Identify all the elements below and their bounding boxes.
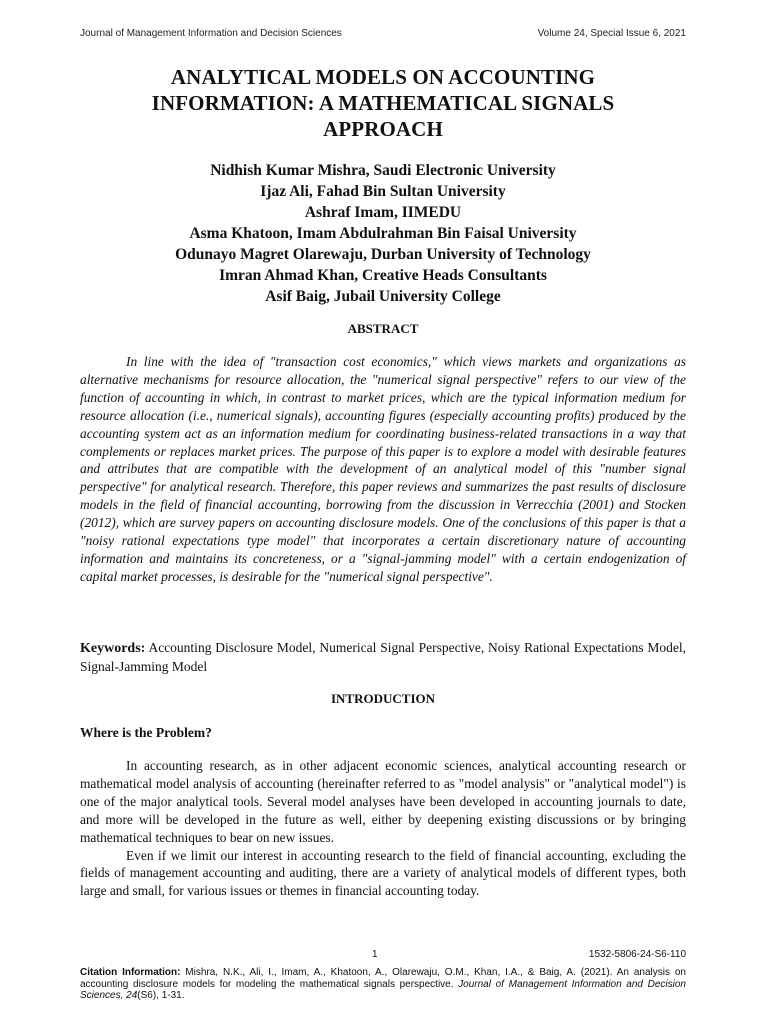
- abstract-text: In line with the idea of "transaction cost economics," which views markets and organizations as alternative mechanisms for resource allocation, the "numerical signal perspective" refers to our view of the function of accounting in which, in contrast to market prices, which are the typical information medium for resource allocation (i.e., numerical signals), accounting figures (especially accounting profits) produced by the accounting system act as an information medium for coordinating business-related transactions in a way that complements or replaces market prices. The purpose of this paper is to explore a model with desirable features and attributes that are compatible with the development of an analytical model of this "number signal perspective" for analytical research. Therefore, this paper reviews and summarizes the past results of disclosure models in the field of financial accounting, borrowing from the discussion in Verrecchia (2001) and Stocken (2012), which are survey papers on accounting disclosure models. One of the conclusions of this paper is that a "noisy rational expectations type model" that incorporates a certain discretionary nature of accounting information and maintains its concreteness, or a "signal-jamming model" with a certain endogenization of capital market processes, is desirable for the "numerical signal perspective".: [80, 354, 686, 584]
- title-line: ANALYTICAL MODELS ON ACCOUNTING: [170, 65, 596, 89]
- introduction-body: [80, 757, 686, 900]
- paragraph: In accounting research, as in other adjacent economic sciences, analytical accounting research or mathematical model analysis of accounting (hereinafter referred to as "model analysis" or "analytical model") is one of the major analytical tools. Several model analyses have been developed in accounting journals to date, and more will be developed in the future as well, either by deepening existing discussions or by bringing mathematical techniques to bear on new issues.: [80, 758, 686, 845]
- keywords-text: Accounting Disclosure Model, Numerical Signal Perspective, Noisy Rational Expectations Model, Signal-Jamming Model: [80, 640, 686, 674]
- citation-text: Mishra, N.K., Ali, I., Imam, A., Khatoon, A., Olarewaju, O.M., Khan, I.A., & Baig, A. (2021). An analysis on accounting disclosure models for modeling the mathematical signals perspective.: [80, 967, 686, 990]
- abstract-heading: ABSTRACT: [347, 321, 419, 336]
- introduction-heading: INTRODUCTION: [330, 691, 435, 706]
- citation-journal: Journal of Management Information and Decision Sciences, 24: [80, 978, 686, 1001]
- author: Asma Khatoon, Imam Abdulrahman Bin Faisal University: [189, 225, 577, 242]
- volume-info: Volume 24, Special Issue 6, 2021: [537, 28, 686, 39]
- section-subheading: Where is the Problem?: [80, 725, 212, 740]
- keywords-label: Keywords:: [80, 641, 146, 656]
- author: Asif Baig, Jubail University College: [265, 288, 501, 305]
- journal-name: Journal of Management Information and Decision Sciences: [80, 28, 342, 39]
- keywords: [80, 639, 686, 676]
- citation-information: [80, 967, 686, 1002]
- citation-tail: (S6), 1-31.: [137, 990, 185, 1001]
- author: Ashraf Imam, IIMEDU: [304, 204, 462, 221]
- title-line: APPROACH: [323, 117, 443, 141]
- author: Nidhish Kumar Mishra, Saudi Electronic University: [210, 162, 556, 179]
- author: Odunayo Magret Olarewaju, Durban University of Technology: [175, 246, 591, 263]
- article-code: 1532-5806-24-S6-110: [588, 949, 686, 960]
- page-number: 1: [372, 949, 378, 960]
- author-list: [80, 160, 686, 307]
- title-line: INFORMATION: A MATHEMATICAL SIGNALS: [151, 91, 615, 115]
- paragraph: Even if we limit our interest in accounting research to the field of financial accounting, excluding the fields of management accounting and auditing, there are a variety of analytical models of different types, both large and small, for various issues or themes in financial accounting today.: [80, 847, 686, 899]
- citation-label: Citation Information:: [80, 967, 181, 978]
- paper-title: [80, 64, 686, 142]
- author: Imran Ahmad Khan, Creative Heads Consultants: [219, 267, 547, 284]
- author: Ijaz Ali, Fahad Bin Sultan University: [260, 183, 506, 200]
